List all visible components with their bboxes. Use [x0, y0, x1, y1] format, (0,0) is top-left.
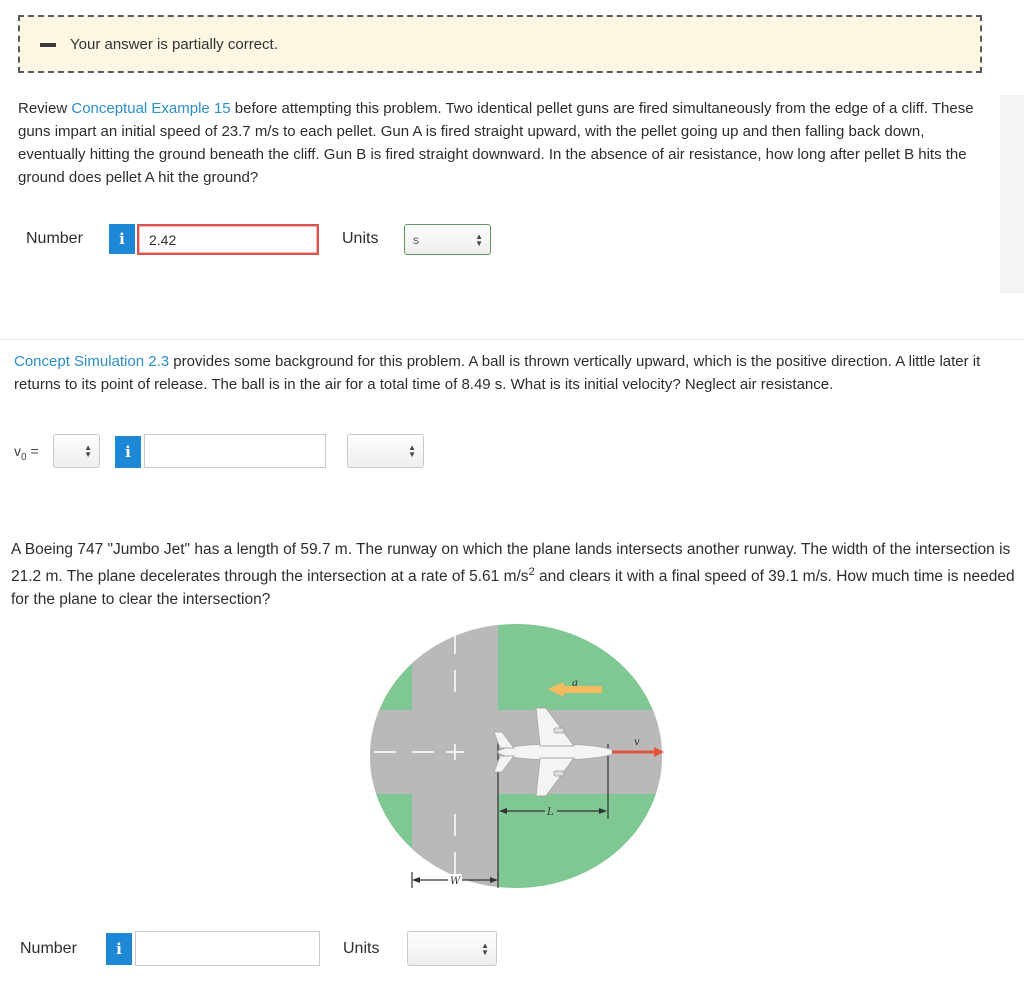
v0-label: $v_0$ =: [14, 443, 39, 463]
time-input[interactable]: [135, 931, 320, 966]
feedback-banner: [18, 15, 982, 73]
select-arrows-icon: ▲ ▼: [84, 443, 92, 459]
number-label: Number: [20, 940, 77, 957]
units-label: Units: [343, 940, 380, 957]
conceptual-example-link[interactable]: Conceptual Example 15: [71, 100, 231, 117]
number-label: Number: [26, 230, 83, 247]
label-W: W: [450, 876, 461, 887]
number-input[interactable]: 2.42: [137, 224, 319, 255]
problem-2-text: Concept Simulation 2.3 provides some background for this problem. A ball is thrown vertically upward, which is the positive direction. A little later it returns to its point of release. The ball is in the air for a total time of 8.49 s. What is its initial velocity? Neglect air resistance.: [14, 353, 981, 393]
select-arrows-icon: ▲ ▼: [408, 443, 416, 459]
sign-select[interactable]: [53, 434, 100, 468]
info-icon[interactable]: i: [109, 224, 135, 254]
scrollbar-track[interactable]: [1000, 95, 1024, 293]
time-units-select[interactable]: [407, 931, 497, 966]
problem-1-text: Review Conceptual Example 15 before attempting this problem. Two identical pellet guns are fired simultaneously from the edge of a cliff. These guns impart an initial speed of 23.7 m/s to each pellet. Gun A is fired straight upward, with the pellet going up and then falling back down, eventually hitting the ground beneath the cliff. Gun B is fired straight downward. In the absence of air resistance, how long after pellet B hits the ground does pellet A hit the ground?: [18, 100, 974, 186]
concept-simulation-link[interactable]: Concept Simulation 2.3: [14, 353, 170, 370]
info-icon[interactable]: i: [106, 933, 132, 965]
info-icon[interactable]: i: [115, 436, 141, 468]
select-arrows-icon: ▲ ▼: [475, 231, 483, 248]
runway-figure: [368, 624, 668, 894]
section-divider: [0, 339, 1024, 340]
label-L: L: [547, 807, 554, 818]
units-select[interactable]: s ▲ ▼: [404, 224, 491, 255]
v0-units-select[interactable]: [347, 434, 424, 468]
v0-input[interactable]: [144, 434, 326, 468]
units-label: Units: [342, 230, 379, 247]
label-a: a: [572, 678, 578, 689]
label-v: v: [634, 737, 640, 748]
problem-3-text: A Boeing 747 "Jumbo Jet" has a length of 59.7 m. The runway on which the plane lands intersects another runway. The width of the intersection is 21.2 m. The plane decelerates through the intersection at a rate of 5.61 $m/s^2$ and clears it with a final speed of 39.1 m/s. How much time is needed for the plane to clear the intersection?: [11, 541, 1015, 609]
partial-indicator-icon: [40, 43, 56, 47]
select-arrows-icon: ▲ ▼: [481, 940, 489, 957]
feedback-text: Your answer is partially correct.: [70, 36, 278, 53]
